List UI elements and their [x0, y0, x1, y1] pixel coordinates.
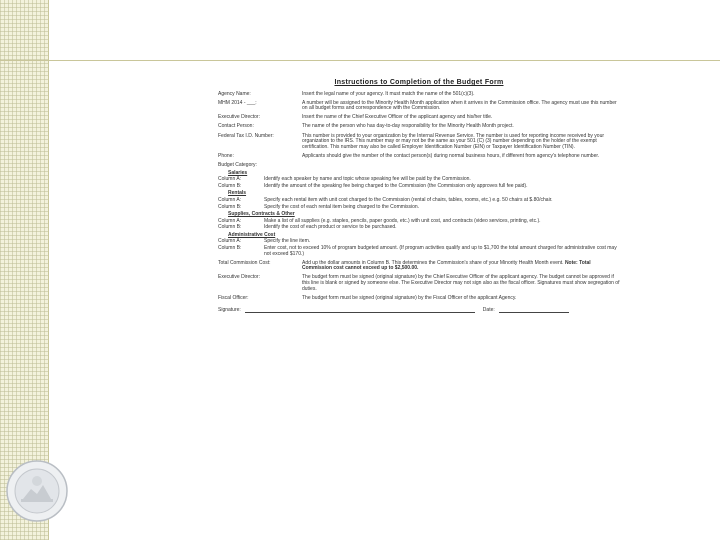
field-text: The budget form must be signed (original signature) by the Chief Executive Officer of the applicant agency. The budget cannot be approved if this line is blank or signed by someone else. The Executive Director may not sign also as the fiscal officer. Signatures must show segregation of duties.	[302, 274, 620, 292]
field-text: The budget form must be signed (original signature) by the Fiscal Officer of the applicant Agency.	[302, 294, 517, 301]
field-text	[302, 261, 620, 272]
field-label: Fiscal Officer:	[218, 294, 249, 301]
field-row	[218, 115, 620, 121]
supplies-heading: Supplies, Contracts & Other	[228, 211, 295, 218]
rentals-item	[218, 205, 620, 211]
salaries-item	[218, 177, 620, 183]
column-text: Identify each speaker by name and topic whose speaking fee will be paid by the Commission.	[264, 176, 471, 183]
column-text: Identify the amount of the speaking fee being charged to the Commission (the Commission only approves full fee paid).	[264, 182, 528, 189]
column-text: Identify the cost of each product or service to be purchased.	[264, 224, 397, 231]
salaries-heading: Salaries	[228, 169, 248, 176]
admin-cost-heading: Administrative Cost	[228, 231, 276, 238]
field-label: Phone:	[218, 152, 234, 159]
column-label: Column B:	[218, 203, 242, 210]
field-text: A number will be assigned to the Minority Health Month application when it arrives in the Commission office. The agency must use this number on all budget forms and correspondence with the Commission.	[302, 99, 617, 112]
column-label: Column B:	[218, 245, 242, 252]
total-note: Note: Total Commission cost cannot exceed up to $2,500.00.	[302, 259, 591, 272]
column-label: Column A:	[218, 217, 242, 224]
field-row	[218, 134, 620, 151]
field-label: Executive Director:	[218, 274, 260, 281]
column-text: Specify the cost of each rental item being charged to the Commission.	[264, 203, 420, 210]
field-label: Executive Director:	[218, 114, 260, 121]
budget-category-label: Budget Category:	[218, 161, 257, 168]
executive-row	[218, 275, 620, 292]
field-row	[218, 92, 620, 98]
field-row	[218, 124, 620, 130]
field-text: Applicants should give the number of the contact person(s) during normal business hours, if different from agency's telephone number.	[302, 152, 600, 159]
field-label: Contact Person:	[218, 123, 254, 130]
column-text: Specify the line item.	[264, 238, 311, 245]
supplies-item	[218, 225, 620, 231]
field-label: Federal Tax I.D. Number:	[218, 132, 274, 139]
signature-line	[245, 307, 475, 313]
field-row	[218, 154, 620, 160]
admin-item	[218, 246, 620, 257]
rentals-heading: Rentals	[228, 190, 247, 197]
rentals-item	[218, 198, 620, 204]
document-title: Instructions to Completion of the Budget Form	[334, 79, 504, 86]
date-label: Date:	[482, 306, 495, 313]
field-label: Agency Name:	[218, 90, 251, 97]
state-seal-icon	[5, 459, 69, 523]
date-line	[499, 307, 569, 313]
field-text: Insert the legal name of your agency. It must match the name of the 501(c)(3).	[302, 90, 475, 97]
salaries-item	[218, 184, 620, 190]
horizontal-rule	[0, 60, 720, 61]
fiscal-row	[218, 296, 620, 302]
total-cost-row	[218, 261, 620, 272]
field-row	[218, 101, 620, 112]
field-label: Total Commission Cost:	[218, 259, 271, 266]
field-label: MHM 2014 - ___:	[218, 99, 257, 106]
signature-row	[218, 307, 620, 313]
column-label: Column A:	[218, 176, 242, 183]
field-text: The name of the person who has day-to-day responsibility for the Minority Health Month project.	[302, 123, 514, 130]
column-text: Specify each rental item with unit cost charged to the Commission (rental of chairs, tables, rooms, etc.) e.g. 50 chairs at $.80/chair.	[264, 196, 553, 203]
total-text: Add up the dollar amounts in Column B. This determines the Commission's share of your Minority Health Month event.	[302, 259, 564, 266]
document-page	[218, 80, 620, 464]
column-text: Make a list of all supplies (e.g. staples, pencils, paper goods, etc.) with unit cost, and contracts (video services, printing, etc.).	[264, 217, 541, 224]
column-label: Column A:	[218, 196, 242, 203]
field-text: Insert the name of the Chief Executive Officer of the applicant agency and his/her title.	[302, 114, 493, 121]
field-text: This number is provided to your organization by the Internal Revenue Service. The number is used for reporting income received by your organization to the IRS. This number may or may not be the same as your 501 (C) (3) number depending on the holder of the exempt certification. This number may also be called Employer Identification Number (EIN) or Taxpayer Identification Number (TIN).	[302, 132, 605, 150]
column-label: Column B:	[218, 224, 242, 231]
column-label: Column A:	[218, 238, 242, 245]
column-label: Column B:	[218, 182, 242, 189]
column-text: Enter cost, not to exceed 10% of program budgeted amount. (If program activities qualify and up to $1,700 the total amount charged for administrative cost may not exceed $170.)	[264, 245, 617, 257]
signature-label: Signature:	[218, 306, 241, 313]
